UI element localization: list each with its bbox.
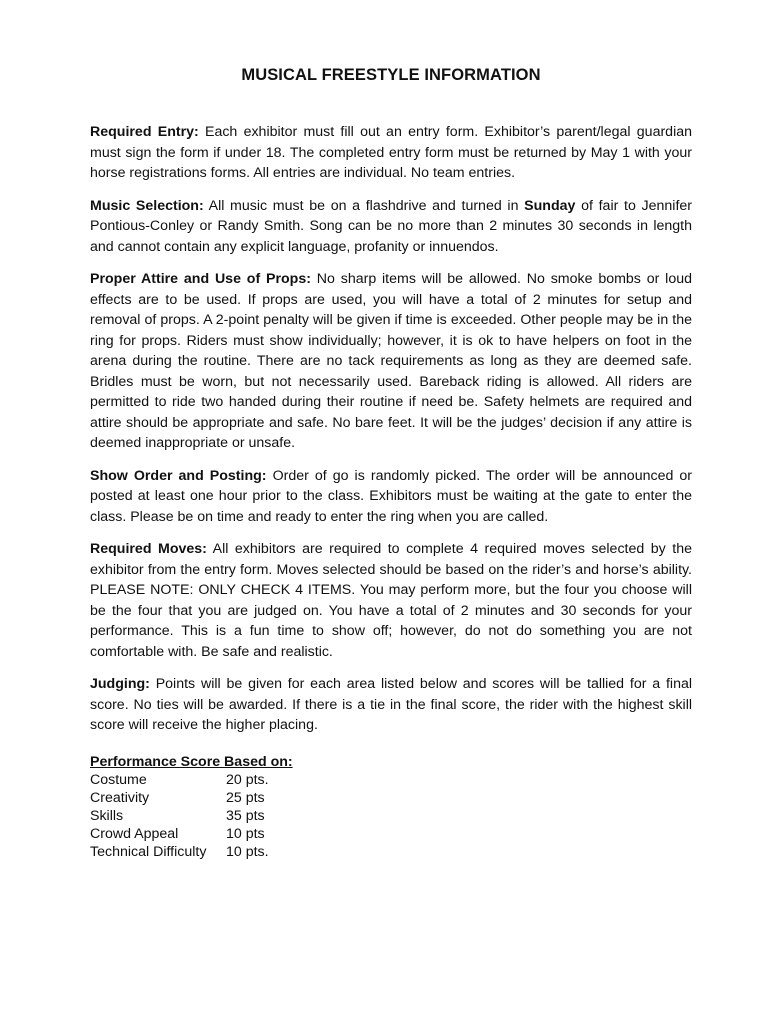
section-heading: Required Entry: — [90, 124, 199, 140]
section-heading: Show Order and Posting: — [90, 467, 267, 484]
score-points: 20 pts. — [226, 771, 269, 788]
score-category: Technical Difficulty — [90, 843, 207, 860]
score-table — [90, 771, 269, 861]
score-row — [90, 771, 269, 789]
section-attire-props — [90, 269, 692, 454]
section-music-selection — [90, 196, 692, 258]
score-row — [90, 789, 269, 807]
section-show-order — [90, 466, 692, 528]
section-judging — [90, 674, 692, 736]
section-heading: Judging: — [90, 676, 150, 692]
section-heading: Music Selection: — [90, 197, 204, 214]
document-page — [90, 66, 692, 861]
section-required-moves — [90, 539, 692, 662]
section-text: Order of go is randomly picked. The order will be announced or posted at least one hour prior to the class. Exhibitors must be waiting at the gate to enter the class. Please be on time and ready to enter the ring when you are called. — [90, 467, 693, 525]
score-category: Skills — [90, 807, 124, 824]
score-points: 35 pts — [226, 807, 265, 824]
score-row — [90, 843, 269, 861]
section-text: All exhibitors are required to complete 4 required moves selected by the exhibitor from the entry form. Moves selected should be based on the rider’s and horse’s ability. PLEASE NOTE: ONLY CHECK 4 ITEMS. You may perform more, but the four you choose will be the four that you are judged on. You have a total of 2 minutes and 30 seconds for your performance. This is a fun time to show off; however, do not do something you are not comfortable with. Be safe and realistic. — [90, 541, 692, 660]
score-category: Costume — [90, 771, 147, 788]
section-heading: Required Moves: — [90, 541, 207, 557]
section-heading: Proper Attire and Use of Props: — [90, 271, 311, 287]
score-points: 10 pts. — [226, 843, 269, 860]
section-text: Points will be given for each area listed below and scores will be tallied for a final score. No ties will be awarded. If there is a tie in the final score, the rider with the highest skill score will receive the higher placing. — [90, 676, 692, 733]
score-points: 10 pts — [226, 825, 265, 842]
score-row — [90, 807, 269, 825]
score-category: Creativity — [90, 789, 150, 806]
section-text: Each exhibitor must fill out an entry form. Exhibitor’s parent/legal guardian must sign the form if under 18. The completed entry form must be returned by May 1 with your horse registrations forms. All entries are individual. No team entries. — [90, 124, 693, 181]
section-text: All music must be on a flashdrive and turned in — [203, 197, 525, 214]
section-text: of fair to Jennifer Pontious-Conley or Randy Smith. Song can be no more than 2 minutes 30 seconds in length and cannot contain any explicit language, profanity or innuendos. — [90, 197, 693, 255]
score-row — [90, 825, 269, 843]
section-text: No sharp items will be allowed. No smoke bombs or loud effects are to be used. If props are used, you will have a total of 2 minutes for setup and removal of props. A 2-point penalty will be given if time is exceeded. Other people may be in the ring for props. Riders must show individually; however, it is ok to have helpers on foot in the arena during the routine. There are no tack requirements as long as they are deemed safe. Bridles must be worn, but not necessarily used. Bareback riding is allowed. All riders are permitted to ride two handed during their routine if need be. Safety helmets are required and attire should be appropriate and safe. No bare feet. It will be the judges’ decision if any attire is deemed inappropriate or unsafe. — [90, 271, 692, 451]
section-required-entry — [90, 122, 692, 184]
score-heading: Performance Score Based on: — [90, 753, 293, 770]
section-emphasis: Sunday — [524, 197, 576, 214]
document-title: MUSICAL FREESTYLE INFORMATION — [241, 66, 541, 84]
score-points: 25 pts — [226, 789, 265, 806]
score-category: Crowd Appeal — [90, 825, 179, 842]
